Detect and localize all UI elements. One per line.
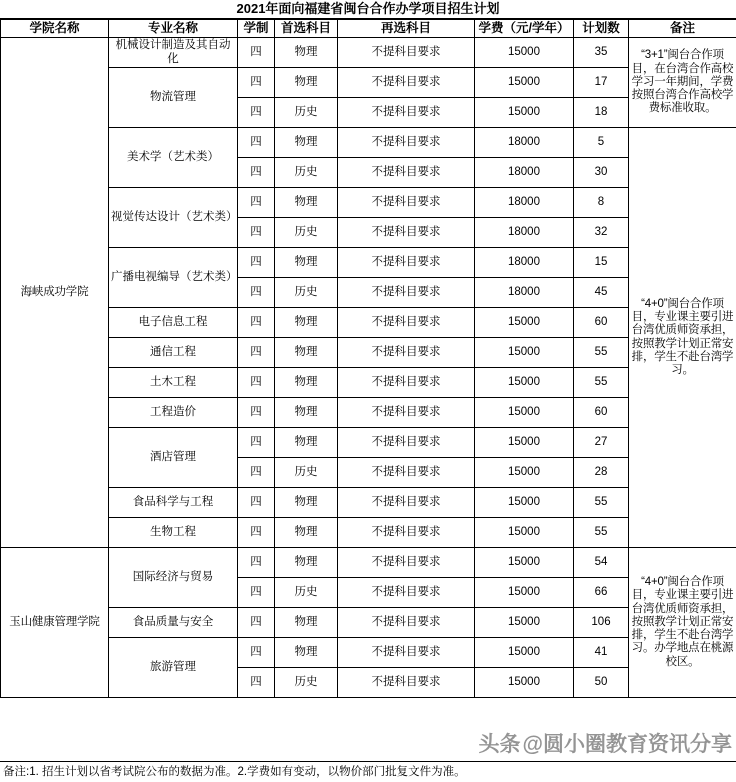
cell-years: 四 [238, 398, 275, 428]
cell-years: 四 [238, 308, 275, 338]
cell-second-subject: 不提科目要求 [338, 308, 475, 338]
cell-fee: 15000 [475, 668, 574, 698]
cell-plan-count: 27 [574, 428, 629, 458]
cell-remark: “3+1”闽台合作项目，在台湾合作高校学习一年期间，学费按照台湾合作高校学费标准收取。 [629, 38, 736, 128]
cell-years: 四 [238, 278, 275, 308]
cell-major: 电子信息工程 [109, 308, 238, 338]
cell-major: 广播电视编导（艺术类） [109, 248, 238, 308]
cell-major: 生物工程 [109, 518, 238, 548]
cell-college: 海峡成功学院 [1, 38, 109, 548]
cell-fee: 18000 [475, 248, 574, 278]
cell-major: 工程造价 [109, 398, 238, 428]
cell-years: 四 [238, 668, 275, 698]
table-row [1, 38, 736, 68]
cell-plan-count: 45 [574, 278, 629, 308]
cell-fee: 15000 [475, 578, 574, 608]
table-row [1, 428, 736, 458]
cell-first-subject: 物理 [275, 68, 338, 98]
cell-second-subject: 不提科目要求 [338, 248, 475, 278]
cell-fee: 15000 [475, 608, 574, 638]
cell-major: 食品科学与工程 [109, 488, 238, 518]
cell-first-subject: 历史 [275, 98, 338, 128]
cell-fee: 18000 [475, 218, 574, 248]
cell-second-subject: 不提科目要求 [338, 38, 475, 68]
cell-years: 四 [238, 218, 275, 248]
cell-years: 四 [238, 338, 275, 368]
cell-plan-count: 41 [574, 638, 629, 668]
cell-fee: 15000 [475, 38, 574, 68]
cell-second-subject: 不提科目要求 [338, 128, 475, 158]
col-header-plan-count: 计划数 [574, 20, 629, 38]
cell-fee: 15000 [475, 98, 574, 128]
cell-fee: 15000 [475, 428, 574, 458]
cell-years: 四 [238, 488, 275, 518]
cell-first-subject: 物理 [275, 428, 338, 458]
title-tail: 项目招生计划 [421, 1, 500, 16]
cell-second-subject: 不提科目要求 [338, 578, 475, 608]
cell-first-subject: 物理 [275, 638, 338, 668]
cell-fee: 15000 [475, 488, 574, 518]
cell-major: 酒店管理 [109, 428, 238, 488]
cell-plan-count: 35 [574, 38, 629, 68]
cell-plan-count: 28 [574, 458, 629, 488]
cell-college: 玉山健康管理学院 [1, 548, 109, 698]
cell-first-subject: 物理 [275, 368, 338, 398]
cell-second-subject: 不提科目要求 [338, 428, 475, 458]
cell-fee: 15000 [475, 308, 574, 338]
cell-plan-count: 55 [574, 488, 629, 518]
cell-second-subject: 不提科目要求 [338, 458, 475, 488]
table-row [1, 548, 736, 578]
cell-second-subject: 不提科目要求 [338, 398, 475, 428]
cell-first-subject: 历史 [275, 158, 338, 188]
table-body [1, 38, 736, 698]
cell-fee: 18000 [475, 278, 574, 308]
cell-first-subject: 历史 [275, 218, 338, 248]
enrollment-plan-table [0, 19, 736, 698]
table-row [1, 128, 736, 158]
cell-remark: “4+0”闽台合作项目，专业课主要引进台湾优质师资承担，按照教学计划正常安排，学生不赴台湾学习。办学地点在桃源校区。 [629, 548, 736, 698]
cell-plan-count: 30 [574, 158, 629, 188]
cell-plan-count: 18 [574, 98, 629, 128]
cell-first-subject: 历史 [275, 458, 338, 488]
cell-fee: 18000 [475, 188, 574, 218]
table-row [1, 638, 736, 668]
cell-years: 四 [238, 368, 275, 398]
cell-years: 四 [238, 458, 275, 488]
cell-plan-count: 17 [574, 68, 629, 98]
cell-major: 通信工程 [109, 338, 238, 368]
cell-second-subject: 不提科目要求 [338, 488, 475, 518]
col-header-years: 学制 [238, 20, 275, 38]
table-row [1, 608, 736, 638]
cell-second-subject: 不提科目要求 [338, 158, 475, 188]
cell-plan-count: 50 [574, 668, 629, 698]
col-header-first-subject: 首选科目 [275, 20, 338, 38]
cell-major: 旅游管理 [109, 638, 238, 698]
title-emphasis: 闽台合作办学 [343, 1, 422, 16]
watermark [479, 728, 732, 758]
cell-fee: 18000 [475, 158, 574, 188]
cell-plan-count: 8 [574, 188, 629, 218]
cell-years: 四 [238, 188, 275, 218]
cell-years: 四 [238, 128, 275, 158]
cell-first-subject: 物理 [275, 248, 338, 278]
cell-first-subject: 物理 [275, 128, 338, 158]
cell-years: 四 [238, 608, 275, 638]
cell-years: 四 [238, 158, 275, 188]
cell-remark: “4+0”闽台合作项目，专业课主要引进台湾优质师资承担，按照教学计划正常安排，学生不赴台湾学习。 [629, 128, 736, 548]
cell-plan-count: 106 [574, 608, 629, 638]
cell-plan-count: 55 [574, 518, 629, 548]
cell-years: 四 [238, 428, 275, 458]
cell-major: 视觉传达设计（艺术类） [109, 188, 238, 248]
cell-fee: 15000 [475, 398, 574, 428]
cell-first-subject: 历史 [275, 278, 338, 308]
table-row [1, 518, 736, 548]
cell-second-subject: 不提科目要求 [338, 68, 475, 98]
cell-plan-count: 55 [574, 368, 629, 398]
cell-first-subject: 物理 [275, 518, 338, 548]
cell-fee: 15000 [475, 338, 574, 368]
cell-years: 四 [238, 578, 275, 608]
cell-first-subject: 物理 [275, 38, 338, 68]
table-row [1, 248, 736, 278]
page-title [0, 0, 736, 19]
cell-second-subject: 不提科目要求 [338, 218, 475, 248]
table-row [1, 398, 736, 428]
cell-second-subject: 不提科目要求 [338, 188, 475, 218]
cell-second-subject: 不提科目要求 [338, 638, 475, 668]
watermark-text: @圆小圈教育资讯分享 [522, 733, 732, 756]
table-row [1, 68, 736, 98]
cell-years: 四 [238, 548, 275, 578]
cell-fee: 15000 [475, 518, 574, 548]
watermark-logo: 头条 [478, 733, 521, 756]
cell-plan-count: 55 [574, 338, 629, 368]
cell-second-subject: 不提科目要求 [338, 368, 475, 398]
cell-years: 四 [238, 98, 275, 128]
cell-second-subject: 不提科目要求 [338, 548, 475, 578]
cell-first-subject: 物理 [275, 308, 338, 338]
footer-note: 备注:1. 招生计划以省考试院公布的数据为准。2.学费如有变动，以物价部门批复文件为准。 [0, 761, 736, 782]
table-row [1, 338, 736, 368]
table-header-row [1, 20, 736, 38]
cell-second-subject: 不提科目要求 [338, 98, 475, 128]
cell-fee: 15000 [475, 548, 574, 578]
col-header-fee: 学费（元/学年） [475, 20, 574, 38]
cell-second-subject: 不提科目要求 [338, 518, 475, 548]
cell-second-subject: 不提科目要求 [338, 608, 475, 638]
cell-first-subject: 历史 [275, 578, 338, 608]
col-header-second-subject: 再选科目 [338, 20, 475, 38]
cell-fee: 15000 [475, 68, 574, 98]
col-header-remark: 备注 [629, 20, 736, 38]
cell-plan-count: 60 [574, 308, 629, 338]
cell-plan-count: 32 [574, 218, 629, 248]
col-header-college: 学院名称 [1, 20, 109, 38]
table-row [1, 308, 736, 338]
cell-plan-count: 60 [574, 398, 629, 428]
cell-second-subject: 不提科目要求 [338, 278, 475, 308]
cell-years: 四 [238, 68, 275, 98]
cell-plan-count: 66 [574, 578, 629, 608]
cell-first-subject: 历史 [275, 668, 338, 698]
title-lead: 2021年面向福建省 [236, 1, 344, 16]
cell-years: 四 [238, 518, 275, 548]
cell-second-subject: 不提科目要求 [338, 668, 475, 698]
cell-first-subject: 物理 [275, 548, 338, 578]
cell-fee: 15000 [475, 458, 574, 488]
cell-fee: 15000 [475, 368, 574, 398]
cell-second-subject: 不提科目要求 [338, 338, 475, 368]
cell-years: 四 [238, 38, 275, 68]
table-row [1, 188, 736, 218]
cell-major: 物流管理 [109, 68, 238, 128]
table-row [1, 368, 736, 398]
cell-major: 美术学（艺术类） [109, 128, 238, 188]
cell-fee: 18000 [475, 128, 574, 158]
table-row [1, 488, 736, 518]
cell-major: 机械设计制造及其自动化 [109, 38, 238, 68]
cell-first-subject: 物理 [275, 488, 338, 518]
cell-major: 食品质量与安全 [109, 608, 238, 638]
cell-first-subject: 物理 [275, 188, 338, 218]
col-header-major: 专业名称 [109, 20, 238, 38]
cell-first-subject: 物理 [275, 608, 338, 638]
cell-years: 四 [238, 638, 275, 668]
cell-plan-count: 5 [574, 128, 629, 158]
cell-first-subject: 物理 [275, 398, 338, 428]
cell-plan-count: 15 [574, 248, 629, 278]
cell-years: 四 [238, 248, 275, 278]
cell-plan-count: 54 [574, 548, 629, 578]
cell-first-subject: 物理 [275, 338, 338, 368]
cell-major: 土木工程 [109, 368, 238, 398]
cell-major: 国际经济与贸易 [109, 548, 238, 608]
cell-fee: 15000 [475, 638, 574, 668]
